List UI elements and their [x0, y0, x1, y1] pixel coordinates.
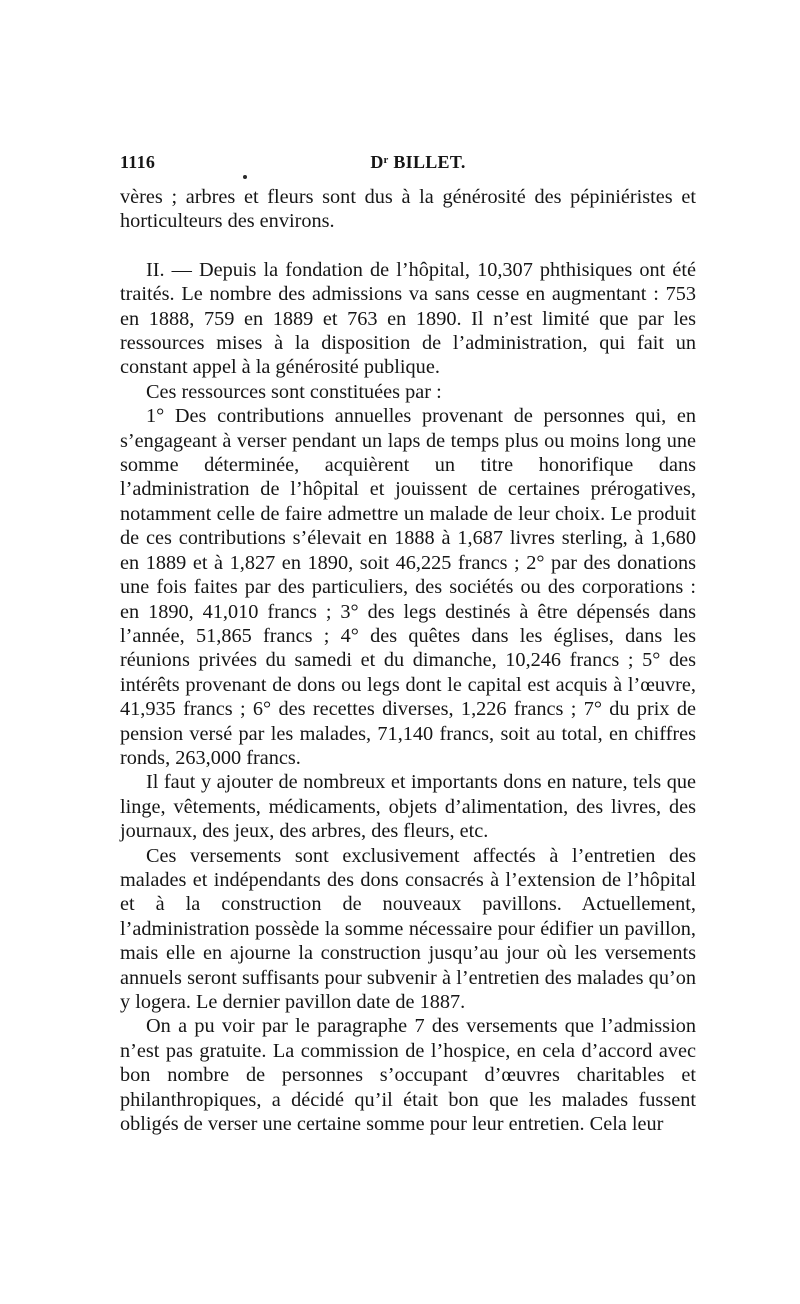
paragraph-contributions: 1° Des contributions annuelles provenant de personnes qui, en s’engageant à verser pendant un laps de temps plus ou moins long une somme déterminée, acquièrent un titre honorifique dans l’administration de l’hôpital et jouissent de certaines prérogatives, notamment celle de faire admettre un malade de leur choix. Le produit de ces contributions s’élevait en 1888 à 1,687 livres sterling, à 1,680 en 1889 et à 1,827 en 1890, soit 46,225 francs ; 2° par des donations une fois faites par des particuliers, des sociétés ou des corporations : en 1890, 41,010 francs ; 3° des legs destinés à être dépensés dans l’année, 51,865 francs ; 4° des quêtes dans les églises, dans les réunions privées du samedi et du dimanche, 10,246 francs ; 5° des intérêts provenant de dons ou legs dont le capital est acquis à l’œuvre, 41,935 francs ; 6° des recettes diverses, 1,226 francs ; 7° du prix de pension versé par les malades, 71,140 francs, soit au total, en chiffres ronds, 263,000 francs.	[120, 405, 696, 769]
paragraph-continuation: vères ; arbres et fleurs sont dus à la générosité des pépiniéristes et horticulteurs des environs.	[120, 186, 696, 233]
paragraph-section-ii: II. — Depuis la fondation de l’hôpital, 10,307 phthisiques ont été traités. Le nombre des admissions va sans cesse en augmentant : 753 en 1888, 759 en 1889 et 763 en 1890. Il n’est limité que par les ressources mises à la disposition de l’administration, qui fait un constant appel à la générosité publique.	[120, 258, 696, 379]
running-title: Dʳ BILLET.	[370, 152, 466, 172]
page-number: 1116	[120, 152, 156, 172]
running-head	[120, 152, 696, 178]
paragraph-versements: Ces versements sont exclusivement affectés à l’entretien des malades et indépendants des dons consacrés à l’extension de l’hôpital et à la construction de nouveaux pavillons. Actuellement, l’administration possède la somme nécessaire pour édifier un pavillon, mais elle en ajourne la construction jusqu’au jour où les versements annuels seront suffisants pour subvenir à l’entretien des malades qu’on y logera. Le dernier pavillon date de 1887.	[120, 844, 696, 1013]
paragraph-resources-intro: Ces ressources sont constituées par :	[146, 380, 442, 403]
paragraph-donations-in-kind: Il faut y ajouter de nombreux et importants dons en nature, tels que linge, vêtements, médicaments, objets d’alimentation, des livres, des journaux, des jeux, des arbres, des fleurs, etc.	[120, 771, 696, 843]
paragraph-admission: On a pu voir par le paragraphe 7 des versements que l’admission n’est pas gratuite. La commission de l’hospice, en cela d’accord avec bon nombre de personnes s’occupant d’œuvres charitables et philanthropiques, a décidé qu’il était bon que les malades fussent obligés de verser une certaine somme pour leur entretien. Cela leur	[120, 1015, 696, 1136]
body-text	[120, 185, 696, 1136]
ink-speck	[243, 175, 247, 179]
